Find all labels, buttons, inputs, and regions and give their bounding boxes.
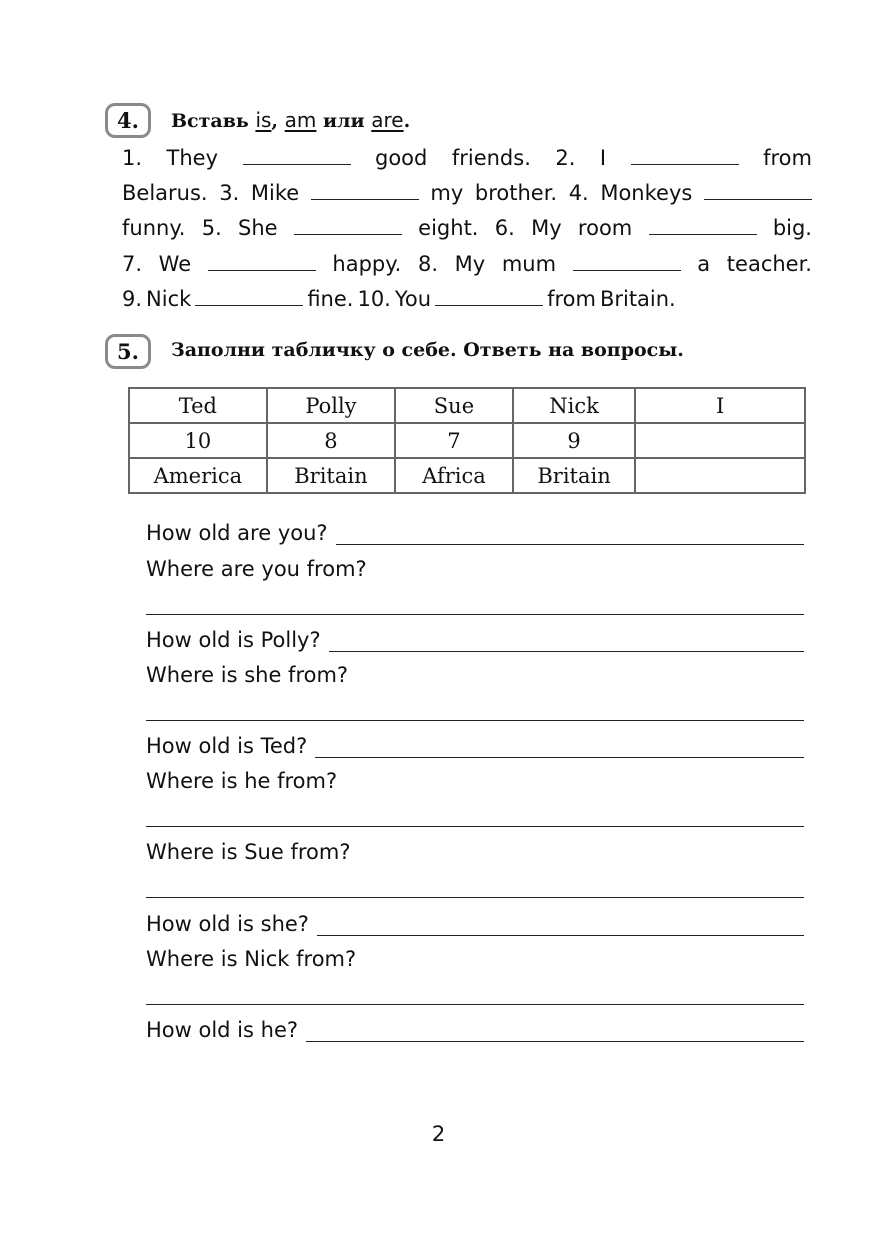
page-number: 2 (431, 1122, 446, 1146)
exercise-4-word: 9. (122, 287, 143, 311)
fill-in-blank[interactable] (704, 181, 812, 200)
task-4-heading (171, 108, 410, 132)
exercise-4-word: fine. (307, 287, 354, 311)
table-cell: I (635, 388, 805, 423)
task-5-badge (105, 334, 151, 369)
exercise-4-line (122, 287, 812, 323)
exercise-4-word: Monkeys (600, 181, 693, 205)
table-cell[interactable] (635, 423, 805, 458)
heading-or: или (323, 110, 365, 132)
fill-in-blank[interactable] (294, 216, 402, 235)
table-row (129, 423, 805, 458)
question-where-is-she-from (146, 657, 804, 687)
table-cell: 9 (513, 423, 636, 458)
exercise-4-word: She (238, 216, 278, 240)
fill-in-blank[interactable] (435, 287, 543, 306)
exercise-4-word: Belarus. (122, 181, 208, 205)
exercise-4-word: 8. (417, 252, 439, 276)
exercise-4-word: 4. (568, 181, 589, 205)
answer-line[interactable] (146, 720, 804, 721)
exercise-4-word: big. (772, 216, 812, 240)
table-cell: 7 (395, 423, 513, 458)
question-text: How old is he? (146, 1018, 299, 1042)
exercise-4-word: 7. (122, 252, 143, 276)
question-how-old-is-ted (146, 728, 804, 758)
answer-blank[interactable] (317, 913, 804, 936)
exercise-4-word: friends. (451, 146, 531, 170)
table-cell: Polly (267, 388, 396, 423)
answer-line[interactable] (146, 826, 804, 827)
exercise-4-word: They (166, 146, 219, 170)
question-text: Where are you from? (146, 557, 367, 581)
answer-blank[interactable] (306, 1019, 804, 1042)
table-cell[interactable] (635, 458, 805, 493)
exercise-4-word: 1. (122, 146, 143, 170)
task-4-badge (105, 103, 151, 138)
exercise-4-word: 3. (219, 181, 240, 205)
exercise-4-word: I (599, 146, 607, 170)
question-text: Where is Sue from? (146, 840, 351, 864)
fill-in-blank[interactable] (243, 146, 351, 165)
exercise-4-word: Britain. (599, 287, 676, 311)
exercise-4-word: mum (501, 252, 557, 276)
heading-period: . (403, 110, 411, 132)
exercise-4-word: teacher. (726, 252, 812, 276)
exercise-4-line (122, 146, 812, 182)
exercise-4-word: from (547, 287, 596, 311)
answer-line[interactable] (146, 897, 804, 898)
option-am: am (284, 108, 317, 132)
exercise-4-line (122, 216, 812, 252)
question-where-is-sue-from (146, 834, 804, 864)
exercise-4-word: good (375, 146, 428, 170)
question-how-old-is-polly (146, 622, 804, 652)
option-is: is (255, 108, 272, 132)
question-text: How old is Ted? (146, 734, 308, 758)
table-cell: Africa (395, 458, 513, 493)
exercise-4-word: Mike (250, 181, 300, 205)
exercise-4-word: 5. (201, 216, 222, 240)
fill-in-blank[interactable] (311, 181, 419, 200)
answer-line[interactable] (146, 614, 804, 615)
task-5-number: 5. (117, 339, 139, 364)
question-text: Where is Nick from? (146, 947, 357, 971)
fill-in-blank[interactable] (208, 252, 316, 271)
task-4-heading-prefix: Вставь (171, 110, 249, 132)
table-cell: Sue (395, 388, 513, 423)
table-row (129, 388, 805, 423)
exercise-4-word: You (394, 287, 432, 311)
table-cell: Ted (129, 388, 267, 423)
question-text: How old are you? (146, 521, 328, 545)
answer-line[interactable] (146, 1004, 804, 1005)
exercise-4-word: from (763, 146, 812, 170)
fill-in-blank[interactable] (195, 287, 303, 306)
exercise-4-word: brother. (474, 181, 558, 205)
question-how-old-is-he (146, 1012, 804, 1042)
answer-blank[interactable] (315, 735, 804, 758)
table-cell: 8 (267, 423, 396, 458)
question-how-old-is-she (146, 906, 804, 936)
table-row (129, 458, 805, 493)
exercise-4-word: 10. (357, 287, 391, 311)
exercise-4-word: My (531, 216, 562, 240)
answer-blank[interactable] (336, 522, 804, 545)
exercise-4-line (122, 252, 812, 288)
exercise-4-word: funny. (122, 216, 186, 240)
table-cell: Britain (513, 458, 636, 493)
exercise-4-word: 2. (555, 146, 576, 170)
exercise-4-word: happy. (332, 252, 402, 276)
fill-in-blank[interactable] (631, 146, 739, 165)
fill-in-blank[interactable] (573, 252, 681, 271)
exercise-4-word: My (454, 252, 486, 276)
question-text: How old is Polly? (146, 628, 321, 652)
exercise-4-word: eight. (418, 216, 479, 240)
question-text: Where is she from? (146, 663, 349, 687)
exercise-4-line (122, 181, 812, 217)
table-cell: 10 (129, 423, 267, 458)
exercise-4-word: my (430, 181, 464, 205)
table-cell: Britain (267, 458, 396, 493)
exercise-4-word: Nick (146, 287, 192, 311)
exercise-4-word: We (158, 252, 192, 276)
option-are: are (371, 108, 404, 132)
question-where-are-you-from (146, 551, 804, 581)
table-cell: America (129, 458, 267, 493)
info-table (128, 387, 806, 494)
table-cell: Nick (513, 388, 636, 423)
task-4-number: 4. (117, 108, 139, 133)
exercise-4-word: room (577, 216, 633, 240)
question-where-is-nick-from (146, 941, 804, 971)
question-where-is-he-from (146, 763, 804, 793)
exercise-4-word: a (697, 252, 711, 276)
heading-comma: , (271, 110, 279, 132)
question-text: Where is he from? (146, 769, 338, 793)
fill-in-blank[interactable] (649, 216, 757, 235)
exercise-4-word: 6. (494, 216, 515, 240)
answer-blank[interactable] (329, 629, 804, 652)
question-text: How old is she? (146, 912, 309, 936)
task-5-heading: Заполни табличку о себе. Ответь на вопросы. (171, 339, 684, 361)
question-how-old-are-you (146, 515, 804, 545)
